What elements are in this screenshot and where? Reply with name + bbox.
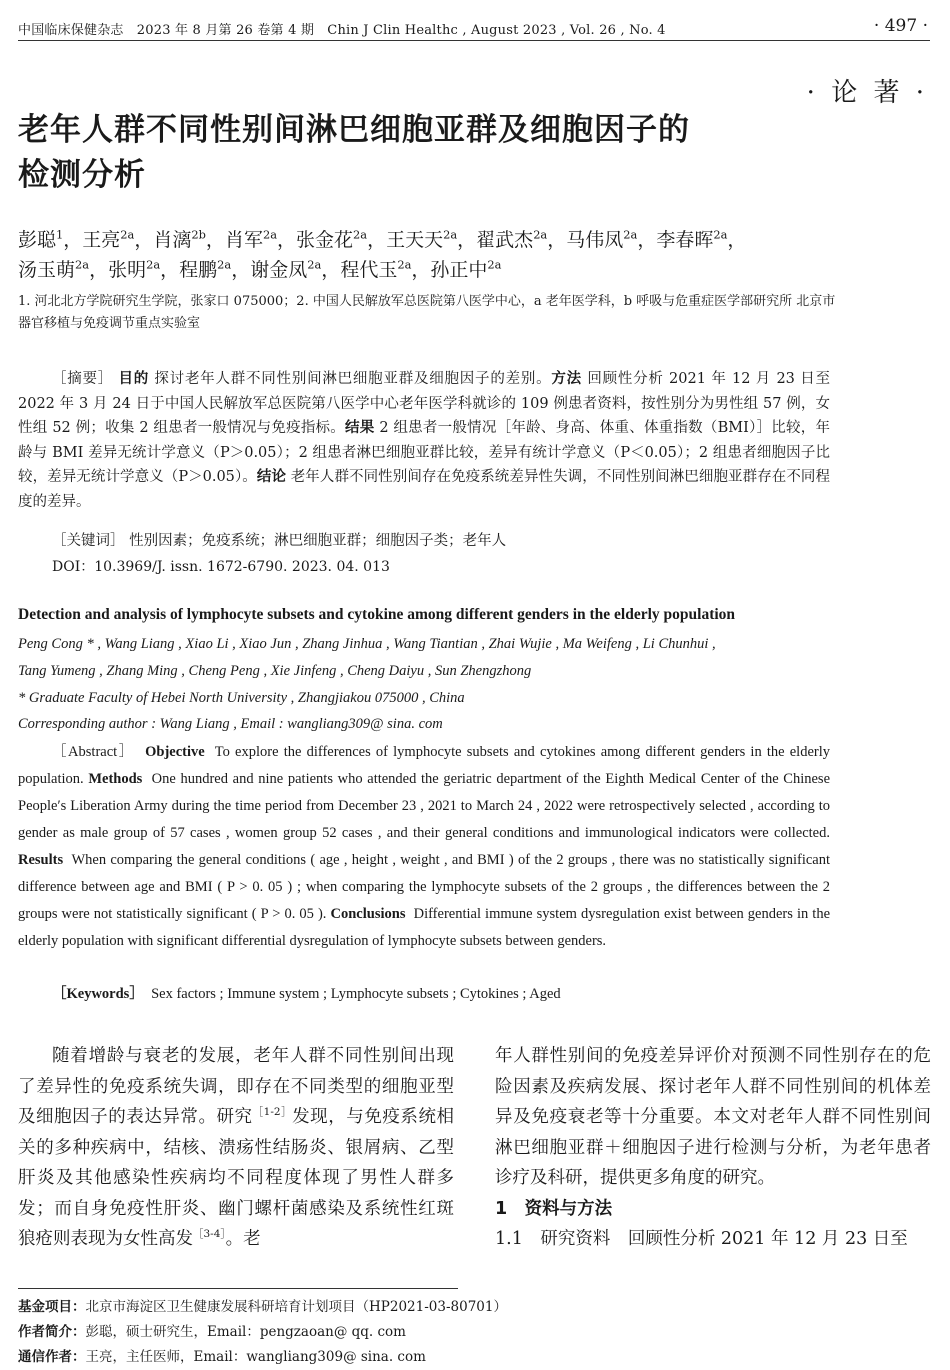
footnote-author-bio: 作者简介：彭聪，硕士研究生，Email：pengzaoan@ qq. com <box>18 1324 406 1340</box>
author-name: 程鹏 <box>179 259 218 281</box>
english-title: Detection and analysis of lymphocyte subsets and cytokine among different genders in the elderly population <box>18 606 736 623</box>
author-affiliation-mark: 2a <box>443 227 458 242</box>
author-name: 马伟凤 <box>566 229 624 251</box>
footnote-funding: 基金项目：北京市海淀区卫生健康发展科研培育计划项目（HP2021-03-80701） <box>18 1299 507 1315</box>
author-affiliation-mark: 2a <box>713 227 728 242</box>
en-objective-text: To explore the differences of lymphocyte subsets and cytokines among different genders in the elderly population. <box>18 744 831 787</box>
author-line-2: 汤玉萌$^{2a}$，张明$^{2a}$，程鹏$^{2a}$，谢金凤$^{2a}$，程代玉$^{2a}$，孙正中$^{2a}$ <box>18 257 502 281</box>
keywords-cn-text: 性别因素；免疫系统；淋巴细胞亚群；细胞因子类；老年人 <box>129 533 507 549</box>
methods-label: 方法 <box>551 371 582 387</box>
author-name: 孙正中 <box>430 259 488 281</box>
body-column-right <box>495 1041 931 1255</box>
article-title <box>18 108 778 198</box>
author-name: 张金花 <box>296 229 354 251</box>
en-conclusion-label: Conclusions <box>330 906 406 922</box>
author-name: 王天天 <box>386 229 444 251</box>
objective-label: 目的 <box>118 371 150 387</box>
author-name: 李春晖 <box>656 229 714 251</box>
results-text: 2 组患者一般情况［年龄、身高、体重、体重指数（BMI）］比较，年龄与 BMI 差异无统计学意义（P＞0.05）；2 组患者淋巴细胞亚群比较，差异有统计学意义（P＜0.05）；2 组患者细胞因子比较，差异无统计学意义（P＞0.05）。 <box>18 420 831 486</box>
author-name: 张明 <box>108 259 147 281</box>
conclusion-label: 结论 <box>256 469 287 486</box>
keywords-en-text: Sex factors ; Immune system ; Lymphocyte subsets ; Cytokines ; Aged <box>151 986 561 1002</box>
body-text: 随着增龄与衰老的发展，老年人群不同性别间出现了差异性的免疫系统失调，即存在不同类型的细胞亚型及细胞因子的表达异常。研究 <box>18 1046 454 1127</box>
conclusion-text: 老年人群不同性别间存在免疫系统差异性失调，不同性别间淋巴细胞亚群存在不同程度的差异。 <box>18 469 830 510</box>
objective-text: 探讨老年人群不同性别间淋巴细胞亚群及细胞因子的差别。 <box>154 371 552 387</box>
en-corresponding: Corresponding author : Wang Liang , Email : wangliang309@ sina. com <box>18 716 443 733</box>
author-affiliation-mark: 2a <box>75 257 90 272</box>
en-conclusion-text: Differential immune system dysregulation exist between genders in the elderly population with significant differential dysregulation of lymphocyte subsets between genders. <box>18 906 831 949</box>
author-name: 汤玉萌 <box>18 259 76 281</box>
en-authors-line-1: Peng Cong * , Wang Liang , Xiao Li , Xiao Jun , Zhang Jinhua , Wang Tiantian , Zhai Wujie , Ma Weifeng , Li Chunhui , <box>18 636 716 652</box>
abstract-en <box>18 739 830 955</box>
author-affiliation-mark: 1 <box>56 227 64 242</box>
body-column-left <box>18 1041 454 1255</box>
author-affiliation-mark: 2a <box>397 257 412 272</box>
keywords-en <box>52 982 561 1003</box>
affiliation: 1. 河北北方学院研究生学院，张家口 075000；2. 中国人民解放军总医院第八医学中心，a 老年医学科，b 呼吸与危重症医学部研究所 北京市器官移植与免疫调节重点实验室 <box>18 294 836 331</box>
abstract-cn-label: ［摘要］ <box>52 371 114 387</box>
subsection-text: 1.1 研究资料 回顾性分析 2021 年 12 月 23 日至 <box>495 1229 908 1249</box>
body-paragraph: 年人群性别间的免疫差异评价对预测不同性别存在的危险因素及疾病发展、探讨老年人群不同性别间的机体差异及免疫衰老等十分重要。本文对老年人群不同性别间淋巴细胞亚群＋细胞因子进行检测与分析，为老年患者诊疗及科研，提供更多角度的研究。 <box>495 1046 931 1188</box>
keywords-cn <box>52 529 506 553</box>
author-name: 程代玉 <box>340 259 398 281</box>
footnote-divider <box>18 1288 458 1289</box>
en-authors-line-2: Tang Yumeng , Zhang Ming , Cheng Peng , Xie Jinfeng , Cheng Daiyu , Sun Zhengzhong <box>18 662 532 679</box>
keywords-cn-label: ［关键词］ <box>52 533 125 549</box>
en-objective-label: Objective <box>145 744 205 760</box>
author-affiliation-mark: 2a <box>533 227 548 242</box>
citation: ［3-4］ <box>193 1228 226 1241</box>
author-affiliation-mark: 2a <box>120 227 135 242</box>
author-affiliation-mark: 2a <box>217 257 232 272</box>
author-name: 翟武杰 <box>476 229 534 251</box>
english-authors <box>18 631 838 738</box>
author-name: 肖漓 <box>153 229 192 251</box>
author-name: 谢金凤 <box>250 259 308 281</box>
keywords-en-label: ［Keywords］ <box>52 986 144 1002</box>
title-line-1: 老年人群不同性别间淋巴细胞亚群及细胞因子的 <box>18 112 690 148</box>
en-methods-label: Methods <box>88 771 143 787</box>
citation: ［1-2］ <box>252 1106 293 1119</box>
en-results-label: Results <box>18 852 64 868</box>
author-affiliation-mark: 2a <box>262 227 277 242</box>
footnotes <box>18 1295 918 1370</box>
abstract-en-label: ［Abstract］ <box>52 744 135 760</box>
doi: DOI：10.3969/J. issn. 1672-6790. 2023. 04. 013 <box>52 559 390 575</box>
author-list <box>18 225 928 285</box>
section-type: · 论 著 · <box>806 78 928 108</box>
en-affiliation: * Graduate Faculty of Hebei North University , Zhangjiakou 075000 , China <box>18 689 465 706</box>
journal-info: 中国临床保健杂志 2023 年 8 月第 26 卷第 4 期 Chin J Clin Healthc , August 2023 , Vol. 26 , No. 4 <box>18 23 666 38</box>
body-text: 发现，与免疫系统相关的多种疾病中，结核、溃疡性结肠炎、银屑病、乙型肝炎及其他感染性疾病均不同程度体现了男性人群多发；而自身免疫性肝炎、幽门螺杆菌感染及系统性红斑狼疮则表现为女性高发 <box>18 1107 454 1249</box>
results-label: 结果 <box>345 420 375 437</box>
author-affiliation-mark: 2b <box>191 227 206 242</box>
en-results-text: When comparing the general conditions ( age , height , weight , and BMI ) of the 2 groups , there was no statistically significant difference between age and BMI ( P > 0. 05 ) ; when comparing the lymphocyte subsets of the 2 groups , the differences between the 2 groups were not statistically significant ( P > 0. 05 ). <box>18 852 830 922</box>
author-affiliation-mark: 2a <box>353 227 368 242</box>
author-name: 王亮 <box>82 229 121 251</box>
author-name: 彭聪 <box>18 229 57 251</box>
en-methods-text: One hundred and nine patients who attended the geriatric department of the Eighth Medical Center of the Chinese People′s Liberation Army during the time period from December 23 , 2021 to March 24 , 2022 were retrospectively selected , according to gender as male group of 57 cases , women group 52 cases , and their general conditions and immunological indicators were collected. <box>18 771 831 841</box>
section-heading: 1 资料与方法 <box>495 1198 613 1219</box>
header-divider <box>18 40 930 41</box>
body-text: 。老 <box>225 1229 261 1249</box>
author-affiliation-mark: 2a <box>307 257 322 272</box>
running-header <box>18 16 928 38</box>
author-affiliation-mark: 2a <box>487 257 502 272</box>
abstract-cn <box>18 367 830 515</box>
footnote-correspondence: 通信作者：王亮，主任医师，Email：wangliang309@ sina. com <box>18 1349 426 1365</box>
author-name: 肖军 <box>224 229 263 251</box>
author-affiliation-mark: 2a <box>623 227 638 242</box>
page-number: · 497 · <box>873 16 928 36</box>
title-line-2: 检测分析 <box>18 157 146 193</box>
methods-text: 回顾性分析 2021 年 12 月 23 日至 2022 年 3 月 24 日于中国人民解放军总医院第八医学中心老年医学科就诊的 109 例患者资料，按性别分为男性组 57 例，女性组 52 例；收集 2 组患者一般情况与免疫指标。 <box>18 371 831 437</box>
author-line-1: 彭聪$^1$，王亮$^{2a}$，肖漓$^{2b}$，肖军$^{2a}$，张金花$^{2a}$，王天天$^{2a}$，翟武杰$^{2a}$，马伟凤$^{2a}$，李春晖$^{2a}$， <box>18 227 747 251</box>
author-affiliation-mark: 2a <box>146 257 161 272</box>
